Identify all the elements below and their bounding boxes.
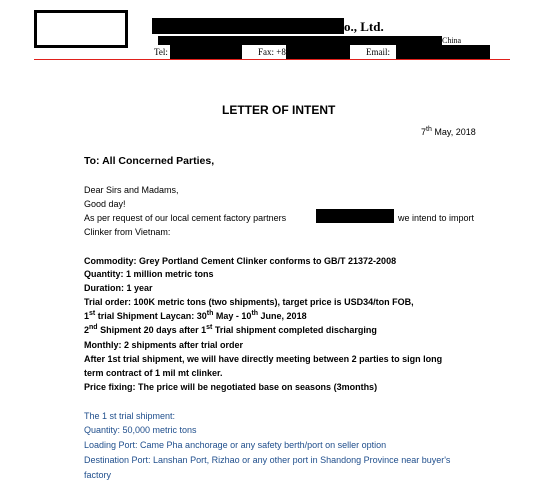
greeting: Dear Sirs and Madams, [84, 185, 179, 195]
recipient-line: To: All Concerned Parties, [84, 155, 215, 167]
laycan-line: 1st trial Shipment Laycan: 30th May - 10th June, 2018 [84, 310, 307, 321]
redacted-email [396, 45, 490, 59]
letterhead-rule [34, 59, 510, 60]
destination-port-cont: factory [84, 470, 112, 480]
after-trial-line-1: After 1st trial shipment, we will have directly meeting between 2 parties to sign long [84, 354, 443, 364]
redacted-logo [34, 10, 128, 48]
redacted-fax [286, 45, 350, 59]
fax-label: Fax: +8 [258, 47, 286, 57]
after-trial-line-2: term contract of 1 mil mt clinker. [84, 368, 223, 378]
letter-date: 7th May, 2018 [421, 126, 476, 137]
duration-line: Duration: 1 year [84, 283, 153, 293]
destination-port: Destination Port: Lanshan Port, Rizhao or any other port in Shandong Province near buyer's [84, 455, 451, 465]
email-label: Email: [366, 47, 390, 57]
country-text: China [442, 36, 462, 45]
letter-title: LETTER OF INTENT [222, 103, 336, 117]
quantity-line: Quantity: 1 million metric tons [84, 269, 214, 279]
good-day: Good day! [84, 199, 126, 209]
redacted-company-name [152, 18, 344, 34]
redacted-partner [316, 209, 394, 223]
intro-line-c: Clinker from Vietnam: [84, 227, 171, 237]
redacted-address [158, 36, 442, 45]
tel-label: Tel: [154, 47, 168, 57]
monthly-line: Monthly: 2 shipments after trial order [84, 340, 244, 350]
trial-order-line: Trial order: 100K metric tons (two shipments), target price is USD34/ton FOB, [84, 297, 414, 307]
price-fixing-line: Price fixing: The price will be negotiated base on seasons (3months) [84, 382, 378, 392]
second-shipment-line: 2nd Shipment 20 days after 1st Trial shipment completed discharging [84, 324, 377, 335]
intro-line-b: we intend to import [398, 213, 475, 223]
company-suffix: o., Ltd. [344, 19, 384, 34]
intro-line-a: As per request of our local cement factory partners [84, 213, 287, 223]
redacted-tel [170, 45, 242, 59]
loading-port: Loading Port: Came Pha anchorage or any safety berth/port on seller option [84, 440, 387, 450]
trial-quantity: Quantity: 50,000 metric tons [84, 425, 197, 435]
trial-heading: The 1 st trial shipment: [84, 411, 176, 421]
commodity-line: Commodity: Grey Portland Cement Clinker conforms to GB/T 21372-2008 [84, 256, 397, 266]
